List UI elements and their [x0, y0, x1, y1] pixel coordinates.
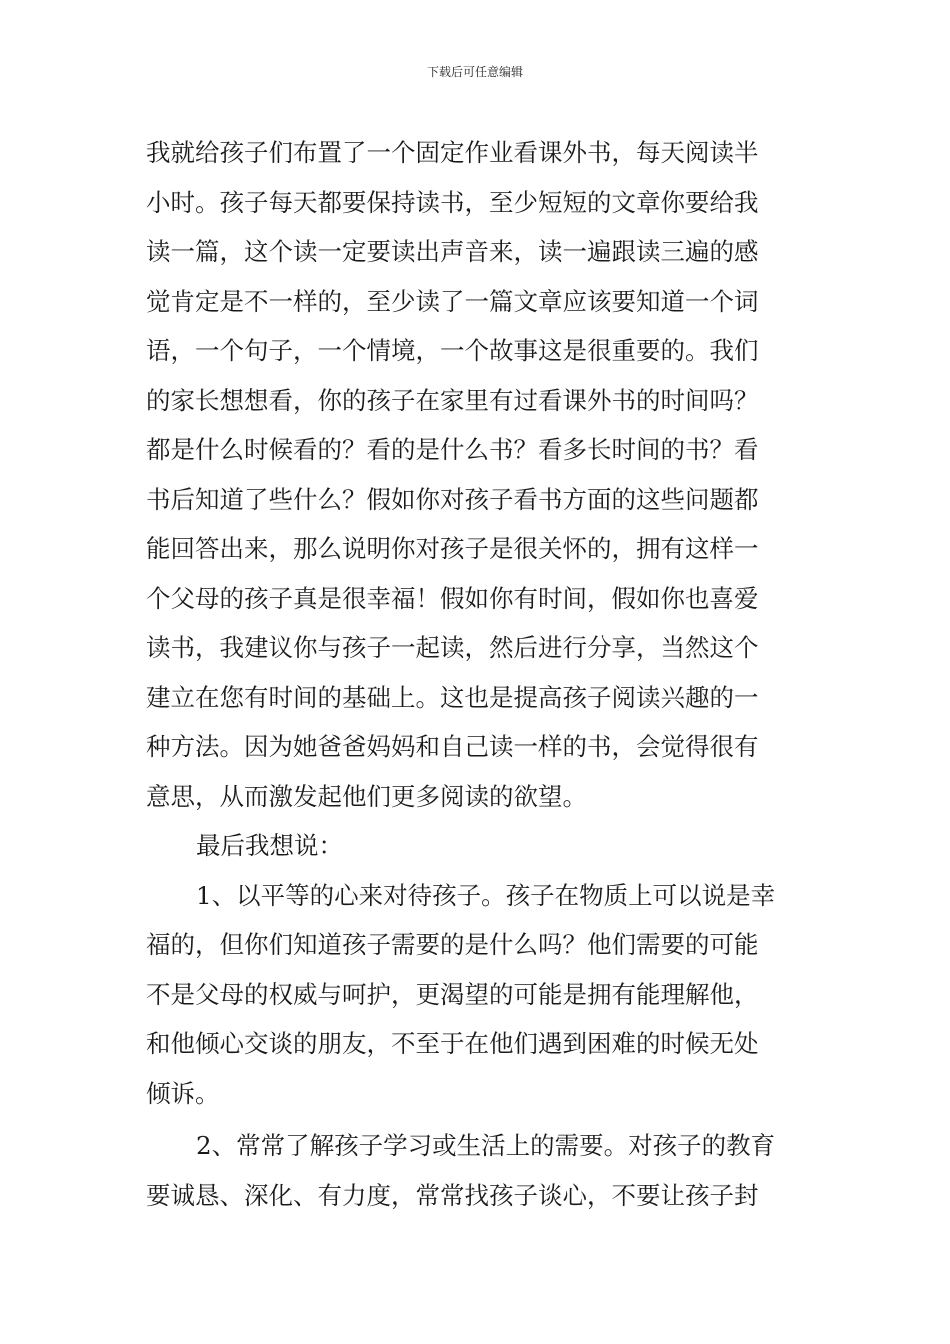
text-line: 福的，但你们知道孩子需要的是什么吗？他们需要的可能	[146, 930, 759, 959]
page-header: 下载后可任意编辑	[426, 65, 523, 79]
text-line: 意思，从而激发起他们更多阅读的欲望。	[146, 781, 587, 811]
text-line: 语，一个句子，一个情境，一个故事这是很重要的。我们	[146, 336, 759, 365]
text-line: 和他倾心交谈的朋友，不至于在他们遇到困难的时候无处	[146, 1029, 759, 1058]
text-line: 小时。孩子每天都要保持读书，至少短短的文章你要给我	[146, 187, 759, 217]
text-line: 觉肯定是不一样的，至少读了一篇文章应该要知道一个词	[146, 286, 759, 316]
text-line: 的家长想想看，你的孩子在家里有过看课外书的时间吗？	[146, 385, 759, 415]
text-line: 读一篇，这个读一定要读出声音来，读一遍跟读三遍的感	[146, 237, 759, 266]
text-line: 书后知道了些什么？假如你对孩子看书方面的这些问题都	[146, 484, 759, 514]
text-line: 1、以平等的心来对待孩子。孩子在物质上可以说是幸	[196, 880, 776, 910]
text-line: 建立在您有时间的基础上。这也是提高孩子阅读兴趣的一	[146, 682, 759, 712]
text-line: 我就给孩子们布置了一个固定作业看课外书，每天阅读半	[146, 138, 759, 167]
text-line: 要诚恳、深化、有力度，常常找孩子谈心，不要让孩子封	[146, 1180, 759, 1210]
text-line: 个父母的孩子真是很幸福！假如你有时间，假如你也喜爱	[146, 583, 759, 613]
body-text	[146, 128, 806, 1220]
text-line: 读书，我建议你与孩子一起读，然后进行分享，当然这个	[146, 633, 759, 662]
text-line: 不是父母的权威与呵护，更渴望的可能是拥有能理解他，	[146, 979, 759, 1009]
text-line: 能回答出来，那么说明你对孩子是很关怀的，拥有这样一	[146, 534, 759, 563]
text-line: 2、常常了解孩子学习或生活上的需要。对孩子的教育	[196, 1131, 776, 1160]
text-line: 种方法。因为她爸爸妈妈和自己读一样的书，会觉得很有	[146, 732, 759, 761]
section-heading: 最后我想说：	[196, 831, 343, 860]
text-line: 倾诉。	[146, 1078, 220, 1108]
text-line: 都是什么时候看的？看的是什么书？看多长时间的书？看	[146, 435, 759, 464]
